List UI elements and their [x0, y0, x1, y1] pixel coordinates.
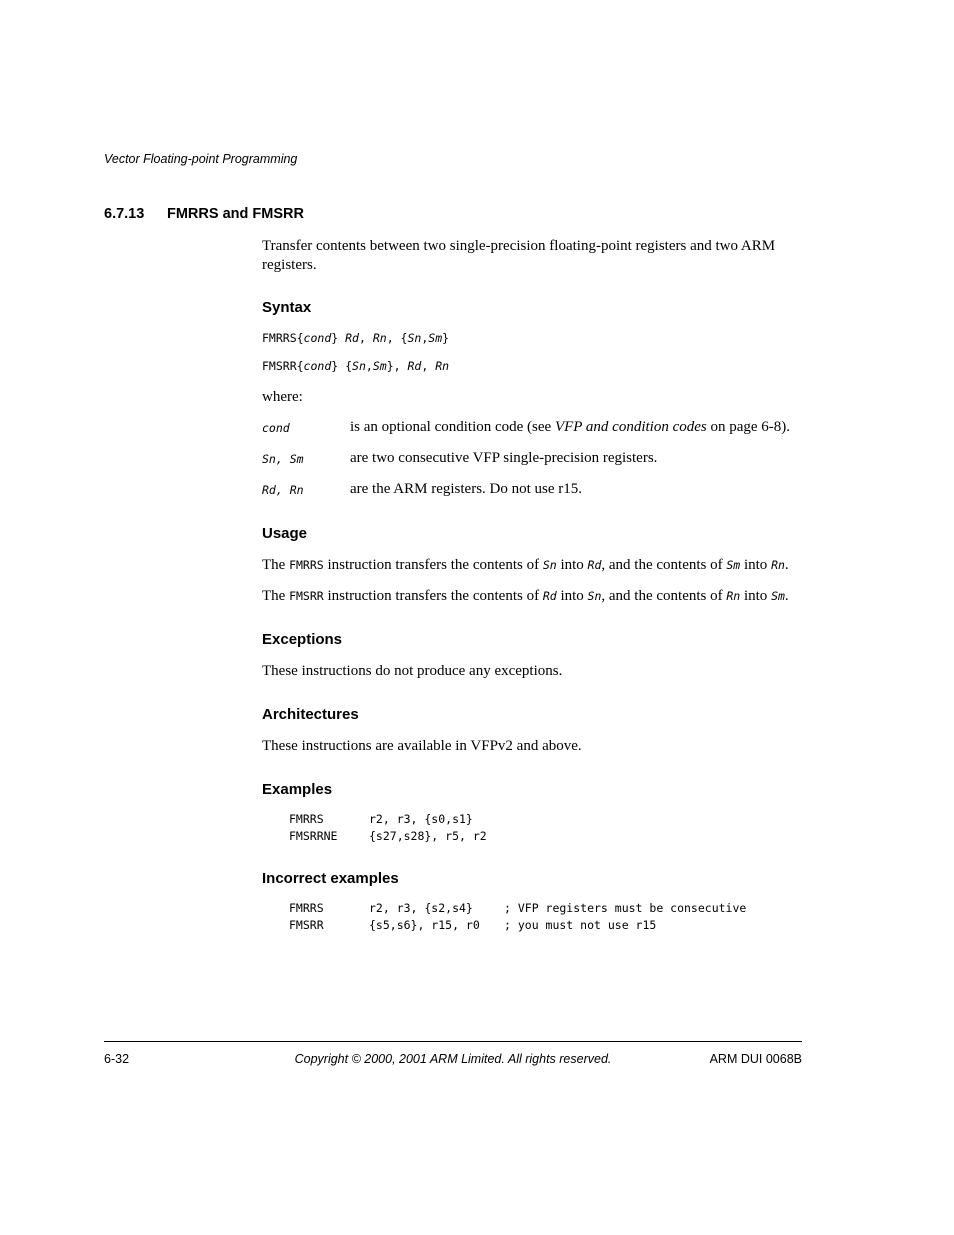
- syntax-param: cond: [303, 331, 332, 345]
- cross-reference: VFP and condition codes: [554, 419, 707, 435]
- syntax-token: } {: [331, 359, 353, 373]
- copyright-notice: Copyright © 2000, 2001 ARM Limited. All rights reserved.: [294, 1052, 612, 1066]
- usage-paragraph-fmrrs: [262, 556, 807, 575]
- syntax-token: ,: [421, 359, 436, 373]
- syntax-param: Sm: [428, 331, 443, 345]
- inline-code: FMSRR: [289, 589, 324, 603]
- incorrect-example-line: [289, 901, 746, 915]
- usage-text: instruction transfers the contents of: [323, 588, 543, 604]
- example-opcode: FMSRRNE: [289, 829, 338, 843]
- usage-text: The: [262, 588, 290, 604]
- syntax-token: , {: [386, 331, 408, 345]
- syntax-line-fmsrr: [262, 359, 449, 373]
- usage-text: , and the contents of: [601, 557, 727, 573]
- section-title: FMRRS and FMSRR: [167, 206, 304, 222]
- syntax-param: Rd: [407, 359, 422, 373]
- inline-code: FMRRS: [289, 558, 324, 572]
- inline-code: Sn: [542, 558, 557, 572]
- inline-code: Rd: [587, 558, 602, 572]
- syntax-token: }: [331, 331, 346, 345]
- usage-text: , and the contents of: [601, 588, 727, 604]
- definition-term-rd-rn: Rd, Rn: [262, 483, 304, 497]
- syntax-param: cond: [303, 359, 332, 373]
- inline-code: Sm: [771, 589, 785, 603]
- where-label: where:: [262, 389, 303, 405]
- syntax-line-fmrrs: [262, 331, 449, 345]
- running-header: Vector Floating-point Programming: [104, 152, 298, 166]
- definition-desc-rd-rn: are the ARM registers. Do not use r15.: [350, 481, 583, 497]
- usage-text: instruction transfers the contents of: [323, 557, 543, 573]
- syntax-heading: Syntax: [262, 299, 312, 316]
- incorrect-example-line: [289, 918, 656, 932]
- usage-text: into: [740, 588, 772, 604]
- example-comment: ; VFP registers must be consecutive: [504, 901, 747, 915]
- intro-line-1: Transfer contents between two single-precision floating-point registers and two ARM: [262, 238, 776, 254]
- syntax-token: FMRRS{: [262, 331, 304, 345]
- example-opcode: FMRRS: [289, 901, 324, 915]
- exceptions-heading: Exceptions: [262, 631, 343, 648]
- syntax-param: Rd: [345, 331, 359, 345]
- usage-text: .: [784, 557, 789, 573]
- syntax-token: FMSRR{: [262, 359, 304, 373]
- syntax-token: ,: [365, 359, 373, 373]
- definition-term-cond: cond: [262, 421, 290, 435]
- usage-paragraph-fmsrr: [262, 587, 807, 606]
- intro-line-2: registers.: [262, 257, 317, 273]
- example-operands: r2, r3, {s2,s4}: [369, 901, 473, 915]
- syntax-param: Sn: [352, 359, 366, 373]
- inline-code: Sm: [726, 558, 741, 572]
- usage-text: The: [262, 557, 290, 573]
- definition-text: on page 6-8).: [706, 419, 791, 435]
- inline-code: Rd: [542, 589, 557, 603]
- syntax-token: }: [442, 331, 450, 345]
- syntax-param: Rn: [435, 359, 450, 373]
- syntax-param: Sn: [407, 331, 422, 345]
- inline-code: Sn: [587, 589, 602, 603]
- definition-term-sn-sm: Sn, Sm: [262, 452, 304, 466]
- definition-desc-cond: [350, 419, 790, 436]
- example-operands: r2, r3, {s0,s1}: [369, 812, 473, 826]
- example-operands: {s27,s28}, r5, r2: [369, 829, 487, 843]
- footer-divider: [104, 1041, 802, 1042]
- example-line: [289, 829, 504, 843]
- definition-text: is an optional condition code (see: [350, 419, 555, 435]
- example-opcode: FMRRS: [289, 812, 324, 826]
- section-number: 6.7.13: [104, 206, 145, 222]
- example-comment: ; you must not use r15: [504, 918, 657, 932]
- section-heading: [104, 206, 304, 222]
- syntax-token: ,: [421, 331, 429, 345]
- example-operands: {s5,s6}, r15, r0: [369, 918, 480, 932]
- usage-text: into: [556, 557, 588, 573]
- document-id: ARM DUI 0068B: [709, 1052, 802, 1066]
- architectures-text: These instructions are available in VFPv2 and above.: [262, 738, 582, 754]
- definition-desc-sn-sm: are two consecutive VFP single-precision registers.: [350, 450, 658, 466]
- syntax-param: Sm: [372, 359, 387, 373]
- page-number: 6-32: [104, 1052, 130, 1066]
- syntax-token: },: [386, 359, 408, 373]
- usage-text: .: [784, 588, 789, 604]
- section-intro: [262, 237, 807, 275]
- inline-code: Rn: [726, 589, 741, 603]
- usage-text: into: [740, 557, 772, 573]
- examples-heading: Examples: [262, 781, 333, 798]
- incorrect-examples-heading: Incorrect examples: [262, 870, 399, 887]
- example-opcode: FMSRR: [289, 918, 324, 932]
- usage-text: into: [556, 588, 588, 604]
- usage-heading: Usage: [262, 525, 308, 542]
- inline-code: Rn: [771, 558, 785, 572]
- syntax-token: ,: [358, 331, 373, 345]
- exceptions-text: These instructions do not produce any exceptions.: [262, 663, 563, 679]
- architectures-heading: Architectures: [262, 706, 359, 723]
- example-line: [289, 812, 504, 826]
- syntax-param: Rn: [372, 331, 387, 345]
